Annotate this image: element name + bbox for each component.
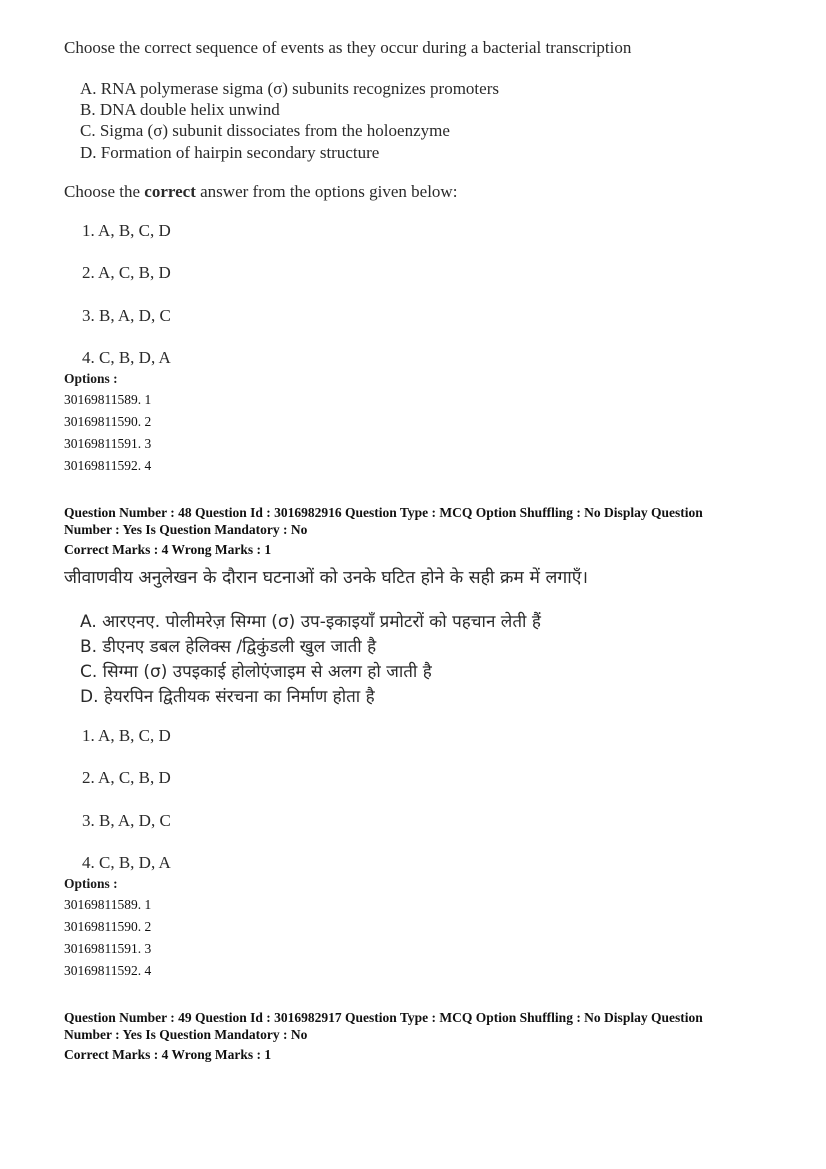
q47-prompt-pre: Choose the — [64, 182, 145, 201]
q48-statement-a: A. आरएनए. पोलीमरेज़ सिग्मा (σ) उप-इकाइयाँ प्रमोटरों को पहचान लेती हैं — [80, 612, 541, 632]
q48-statement-c: C. सिग्मा (σ) उपइकाई होलोएंजाइम से अलग हो जाती है — [80, 662, 432, 682]
q47-choice-2: 2. A, C, B, D — [82, 263, 171, 282]
q47-statement-b: B. DNA double helix unwind — [80, 100, 280, 119]
q49-meta-line1: Question Number : 49 Question Id : 3016982917 Question Type : MCQ Option Shuffling : No Display Question — [64, 1010, 703, 1025]
q48-option-id-4: 30169811592. 4 — [64, 963, 152, 978]
q48-statement-d: D. हेयरपिन द्वितीयक संरचना का निर्माण होता है — [80, 687, 375, 707]
q48-option-id-3: 30169811591. 3 — [64, 941, 152, 956]
q48-stem-hindi: जीवाणवीय अनुलेखन के दौरान घटनाओं को उनके घटित होने के सही क्रम में लगाएँ। — [64, 568, 589, 588]
q48-statement-b: B. डीएनए डबल हेलिक्स /द्विकुंडली खुल जाती है — [80, 637, 377, 657]
q47-statement-a: A. RNA polymerase sigma (σ) subunits recognizes promoters — [80, 79, 499, 98]
q47-statement-d: D. Formation of hairpin secondary structure — [80, 143, 380, 162]
q48-option-id-1: 30169811589. 1 — [64, 897, 152, 912]
q47-choice-1: 1. A, B, C, D — [82, 221, 171, 240]
q48-marks: Correct Marks : 4 Wrong Marks : 1 — [64, 542, 272, 557]
q48-options-label: Options : — [64, 876, 118, 891]
q47-option-id-1: 30169811589. 1 — [64, 392, 152, 407]
q49-meta-line2: Number : Yes Is Question Mandatory : No — [64, 1027, 308, 1042]
q48-choice-4: 4. C, B, D, A — [82, 853, 171, 872]
q47-choice-3: 3. B, A, D, C — [82, 306, 171, 325]
q48-choice-3: 3. B, A, D, C — [82, 811, 171, 830]
q47-statement-c: C. Sigma (σ) subunit dissociates from the holoenzyme — [80, 121, 450, 140]
q48-choice-2: 2. A, C, B, D — [82, 768, 171, 787]
q47-prompt-bold: correct — [144, 182, 196, 201]
q48-choice-1: 1. A, B, C, D — [82, 726, 171, 745]
q47-answer-prompt — [64, 182, 457, 202]
q49-marks: Correct Marks : 4 Wrong Marks : 1 — [64, 1047, 272, 1062]
q47-option-id-3: 30169811591. 3 — [64, 436, 152, 451]
q48-meta-line2: Number : Yes Is Question Mandatory : No — [64, 522, 308, 537]
q47-prompt-post: answer from the options given below: — [195, 182, 458, 201]
q48-meta-line1: Question Number : 48 Question Id : 3016982916 Question Type : MCQ Option Shuffling : No Display Question — [64, 505, 703, 520]
q47-stem: Choose the correct sequence of events as they occur during a bacterial transcription — [64, 38, 632, 57]
q48-option-id-2: 30169811590. 2 — [64, 919, 152, 934]
q47-option-id-4: 30169811592. 4 — [64, 458, 152, 473]
q47-option-id-2: 30169811590. 2 — [64, 414, 152, 429]
q47-options-label: Options : — [64, 371, 118, 386]
q47-choice-4: 4. C, B, D, A — [82, 348, 171, 367]
